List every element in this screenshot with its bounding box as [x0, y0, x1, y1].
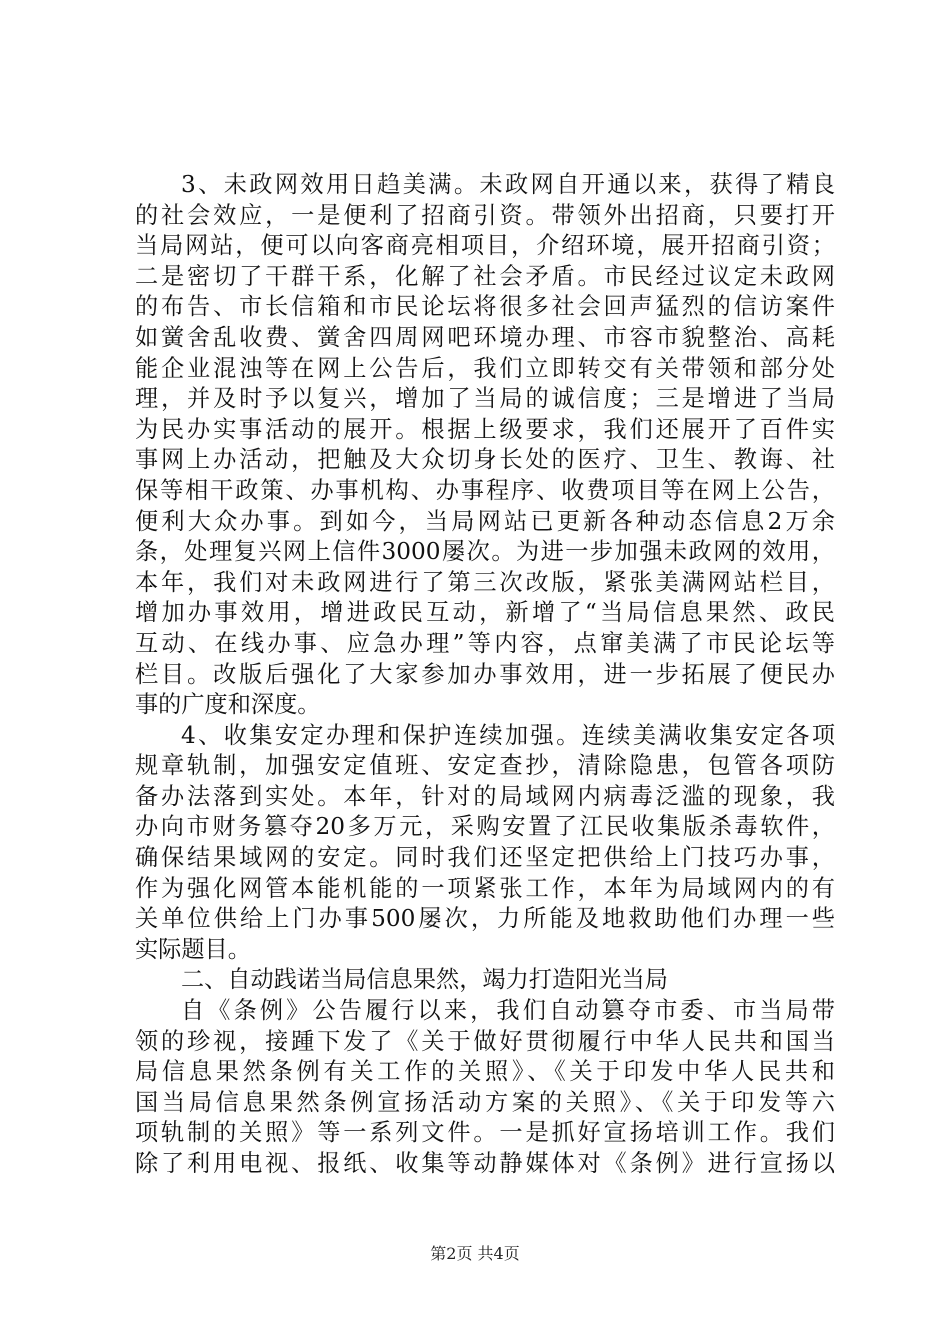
paragraph-line: 领的珍视，接踵下发了《关于做好贯彻履行中华人民共和国当 [135, 1027, 835, 1055]
paragraph-line: 局信息果然条例有关工作的关照》、《关于印发中华人民共和 [135, 1058, 835, 1086]
paragraph-line: 栏目。改版后强化了大家参加办事效用，进一步拓展了便民办 [135, 660, 835, 688]
paragraph-line: 的布告、市长信箱和市民论坛将很多社会回声猛烈的信访案件 [135, 293, 835, 321]
body-text [135, 170, 835, 1180]
paragraph-line: 条，处理复兴网上信件3000屡次。为进一步加强未政网的效用， [135, 538, 835, 566]
paragraph-line: 国当局信息果然条例宣扬活动方案的关照》、《关于印发等六 [135, 1088, 835, 1116]
paragraph-line: 增加办事效用，增进政民互动，新增了“当局信息果然、政民 [135, 599, 835, 627]
paragraph-line: 作为强化网管本能机能的一项紧张工作，本年为局域网内的有 [135, 874, 835, 902]
paragraph-line: 本年，我们对未政网进行了第三次改版，紧张美满网站栏目， [135, 568, 835, 596]
paragraph-line: 理，并及时予以复兴，增加了当局的诚信度；三是增进了当局 [135, 385, 835, 413]
paragraph-line: 事网上办活动，把触及大众切身长处的医疗、卫生、教诲、社 [135, 446, 835, 474]
paragraph-line: 二是密切了干群干系，化解了社会矛盾。市民经过议定未政网 [135, 262, 835, 290]
page-number-footer: 第2页 共4页 [430, 1244, 520, 1263]
paragraph-line: 关单位供给上门办事500屡次，力所能及地救助他们办理一些 [135, 905, 835, 933]
paragraph-line: 备办法落到实处。本年，针对的局域网内病毒泛滥的现象，我 [135, 782, 835, 810]
paragraph-line: 为民办实事活动的展开。根据上级要求，我们还展开了百件实 [135, 415, 835, 443]
paragraph-line: 的社会效应，一是便利了招商引资。带领外出招商，只要打开 [135, 201, 835, 229]
paragraph-line: 如黉舍乱收费、黉舍四周网吧环境办理、市容市貌整治、高耗 [135, 323, 835, 351]
paragraph-line: 互动、在线办事、应急办理”等内容，点窜美满了市民论坛等 [135, 629, 835, 657]
paragraph-line: 确保结果域网的安定。同时我们还坚定把供给上门技巧办事， [135, 844, 835, 872]
paragraph-line: 规章轨制，加强安定值班、安定查抄，清除隐患，包管各项防 [135, 752, 835, 780]
paragraph-line: 4、收集安定办理和保护连续加强。连续美满收集安定各项 [181, 721, 835, 749]
paragraph-line: 保等相干政策、办事机构、办事程序、收费项目等在网上公告， [135, 476, 835, 504]
paragraph-line: 当局网站，便可以向客商亮相项目，介绍环境，展开招商引资； [135, 232, 835, 260]
paragraph-line: 自《条例》公告履行以来，我们自动篡夺市委、市当局带 [181, 997, 835, 1025]
section-heading: 二、自动践诺当局信息果然，竭力打造阳光当局 [181, 966, 668, 994]
paragraph-line: 3、未政网效用日趋美满。未政网自开通以来，获得了精良 [181, 171, 835, 198]
paragraph-line: 办向市财务篡夺20多万元，采购安置了江民收集版杀毒软件， [135, 813, 835, 841]
paragraph-line: 除了利用电视、报纸、收集等动静媒体对《条例》进行宣扬以 [135, 1150, 835, 1177]
paragraph-line: 事的广度和深度。 [135, 691, 321, 719]
paragraph-line: 便利大众办事。到如今，当局网站已更新各种动态信息2万余 [135, 507, 835, 535]
paragraph-line: 能企业混浊等在网上公告后，我们立即转交有关带领和部分处 [135, 354, 835, 382]
paragraph-line: 实际题目。 [135, 935, 251, 963]
paragraph-line: 项轨制的关照》等一系列文件。一是抓好宣扬培训工作。我们 [135, 1119, 835, 1147]
